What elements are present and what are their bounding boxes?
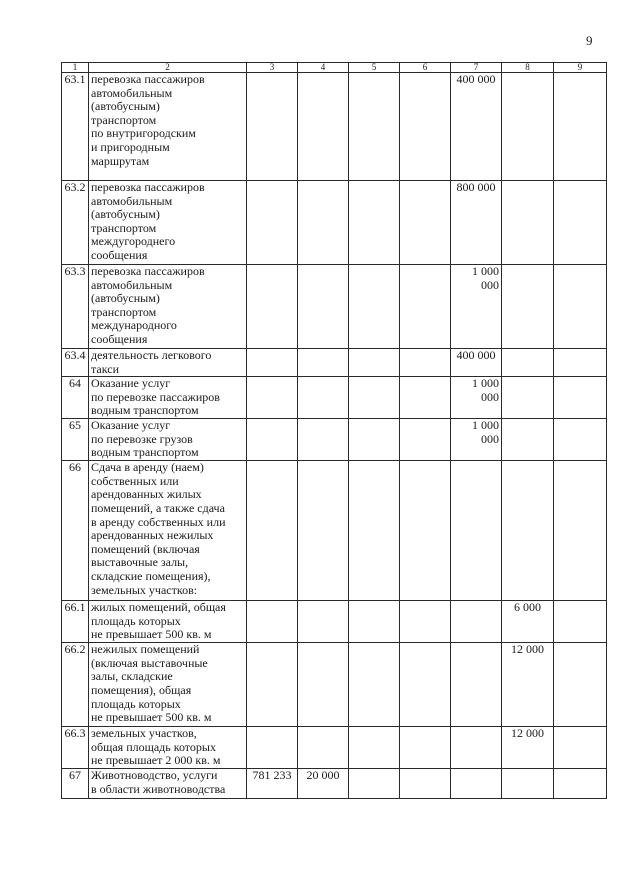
column-6-value-cell [400,727,451,769]
row-number-cell: 64 [62,377,89,419]
column-3-value-cell [247,181,298,265]
column-4-value-cell [298,265,349,349]
column-6-value-cell [400,601,451,643]
column-3-value-cell [247,349,298,377]
column-9-value-cell [554,461,607,601]
column-7-value-cell: 1 000 000 [451,419,502,461]
column-9-value-cell [554,419,607,461]
table-row [62,601,607,643]
column-9-value-cell [554,727,607,769]
row-number-cell: 66.3 [62,727,89,769]
column-4-value-cell [298,643,349,727]
column-4-value-cell [298,377,349,419]
column-number-header: 1 [62,63,89,73]
column-number-header: 4 [298,63,349,73]
column-5-value-cell [349,349,400,377]
column-9-value-cell [554,601,607,643]
column-number-header: 5 [349,63,400,73]
column-7-value-cell: 400 000 [451,73,502,181]
column-5-value-cell [349,601,400,643]
column-number-header: 3 [247,63,298,73]
activity-description-cell: нежилых помещений (включая выставочные залы, складские помещения), общая площадь которых не превышает 500 кв. м [89,643,247,727]
table-row [62,265,607,349]
row-number-cell: 63.4 [62,349,89,377]
column-5-value-cell [349,727,400,769]
column-number-header: 9 [554,63,607,73]
row-number-cell: 66.2 [62,643,89,727]
column-3-value-cell [247,601,298,643]
column-8-value-cell [502,181,554,265]
column-8-value-cell [502,377,554,419]
activity-description-cell: жилых помещений, общая площадь которых не превышает 500 кв. м [89,601,247,643]
column-6-value-cell [400,181,451,265]
column-5-value-cell [349,461,400,601]
column-6-value-cell [400,461,451,601]
column-4-value-cell [298,181,349,265]
row-number-cell: 67 [62,769,89,799]
activity-description-cell: деятельность легкового такси [89,349,247,377]
column-7-value-cell [451,769,502,799]
column-3-value-cell [247,461,298,601]
column-6-value-cell [400,643,451,727]
column-6-value-cell [400,377,451,419]
column-9-value-cell [554,349,607,377]
column-number-header: 6 [400,63,451,73]
column-6-value-cell [400,73,451,181]
rates-table [61,62,607,799]
column-7-value-cell: 1 000 000 [451,377,502,419]
column-8-value-cell [502,73,554,181]
column-8-value-cell [502,769,554,799]
column-4-value-cell: 20 000 [298,769,349,799]
column-8-value-cell [502,265,554,349]
activity-description-cell: Оказание услуг по перевозке пассажиров водным транспортом [89,377,247,419]
column-9-value-cell [554,769,607,799]
column-9-value-cell [554,377,607,419]
table-row [62,181,607,265]
column-5-value-cell [349,73,400,181]
column-9-value-cell [554,643,607,727]
activity-description-cell: перевозка пассажиров автомобильным (автобусным) транспортом по внутригородским и пригородным маршрутам [89,73,247,181]
table-body [62,63,607,799]
column-6-value-cell [400,349,451,377]
table-row [62,727,607,769]
column-9-value-cell [554,73,607,181]
column-5-value-cell [349,643,400,727]
column-3-value-cell [247,727,298,769]
column-4-value-cell [298,727,349,769]
column-5-value-cell [349,377,400,419]
column-9-value-cell [554,181,607,265]
column-5-value-cell [349,181,400,265]
row-number-cell: 66.1 [62,601,89,643]
column-9-value-cell [554,265,607,349]
column-6-value-cell [400,265,451,349]
row-number-cell: 63.3 [62,265,89,349]
activity-description-cell: перевозка пассажиров автомобильным (автобусным) транспортом международного сообщения [89,265,247,349]
column-3-value-cell [247,643,298,727]
column-7-value-cell [451,643,502,727]
column-number-header-row [62,63,607,73]
row-number-cell: 63.2 [62,181,89,265]
column-4-value-cell [298,461,349,601]
activity-description-cell: Животноводство, услуги в области животноводства [89,769,247,799]
column-5-value-cell [349,419,400,461]
column-3-value-cell [247,265,298,349]
column-8-value-cell [502,461,554,601]
table-row [62,419,607,461]
table-row [62,349,607,377]
column-6-value-cell [400,769,451,799]
column-6-value-cell [400,419,451,461]
activity-description-cell: земельных участков, общая площадь которых не превышает 2 000 кв. м [89,727,247,769]
column-7-value-cell [451,601,502,643]
column-8-value-cell: 12 000 [502,727,554,769]
column-8-value-cell [502,349,554,377]
column-3-value-cell [247,73,298,181]
column-3-value-cell [247,377,298,419]
column-4-value-cell [298,73,349,181]
column-8-value-cell: 6 000 [502,601,554,643]
column-8-value-cell: 12 000 [502,643,554,727]
column-7-value-cell: 400 000 [451,349,502,377]
activity-description-cell: Сдача в аренду (наем) собственных или арендованных жилых помещений, а также сдача в аренду собственных или арендованных нежилых помещений (включая выставочные залы, складские помещения), земельных участков: [89,461,247,601]
table-row [62,461,607,601]
column-4-value-cell [298,419,349,461]
column-7-value-cell: 1 000 000 [451,265,502,349]
column-5-value-cell [349,769,400,799]
page-number: 9 [586,33,593,48]
column-7-value-cell: 800 000 [451,181,502,265]
row-number-cell: 63.1 [62,73,89,181]
column-3-value-cell [247,419,298,461]
table-row [62,377,607,419]
table-row [62,643,607,727]
column-number-header: 7 [451,63,502,73]
column-number-header: 8 [502,63,554,73]
column-4-value-cell [298,349,349,377]
column-4-value-cell [298,601,349,643]
column-number-header: 2 [89,63,247,73]
column-8-value-cell [502,419,554,461]
row-number-cell: 65 [62,419,89,461]
table-row [62,73,607,181]
table-row [62,769,607,799]
activity-description-cell: Оказание услуг по перевозке грузов водным транспортом [89,419,247,461]
row-number-cell: 66 [62,461,89,601]
activity-description-cell: перевозка пассажиров автомобильным (автобусным) транспортом междугороднего сообщения [89,181,247,265]
column-7-value-cell [451,461,502,601]
column-5-value-cell [349,265,400,349]
column-7-value-cell [451,727,502,769]
column-3-value-cell: 781 233 [247,769,298,799]
